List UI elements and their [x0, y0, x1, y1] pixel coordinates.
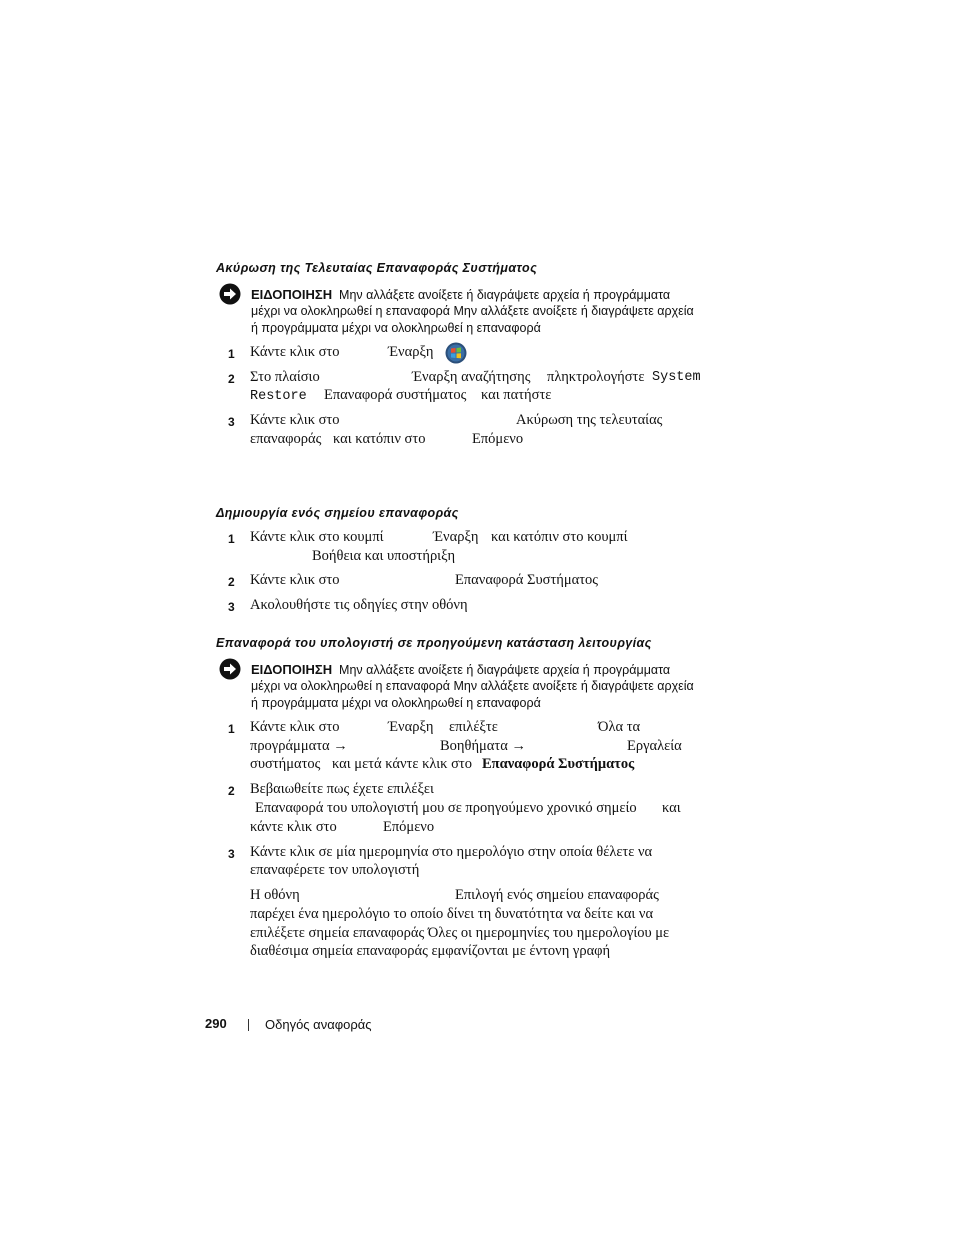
undo-restore-label: Ακύρωση της τελευταίας: [516, 412, 663, 428]
page-number: 290: [205, 1016, 227, 1031]
command-text: Restore: [250, 389, 307, 404]
footer-separator: [248, 1019, 249, 1031]
restore-option-label: Επαναφορά του υπολογιστή μου σε προηγούμενο χρονικό σημείο: [255, 800, 637, 816]
step-text: και κατόπιν στο κουμπί: [491, 529, 628, 545]
step-number: 3: [228, 415, 235, 429]
step-number: 2: [228, 575, 235, 589]
notice-line-3: ή προγράμματα μέχρι να ολοκληρωθεί η επαναφορά: [251, 696, 541, 710]
command-text: System: [652, 370, 701, 385]
step-text: και: [662, 800, 681, 816]
system-restore-label: Επαναφορά Συστήματος: [455, 572, 599, 588]
step-text: Κάντε κλικ στο: [250, 719, 340, 735]
section-heading-cancel-restore: Ακύρωση της Τελευταίας Επαναφοράς Συστήματος: [216, 261, 538, 275]
step-number: 2: [228, 784, 235, 798]
start-search-label: Έναρξη αναζήτησης: [412, 369, 531, 385]
step-number: 1: [228, 347, 235, 361]
step-text: Κάντε κλικ στο κουμπί: [250, 529, 384, 545]
step-text: πληκτρολογήστε: [547, 369, 645, 385]
notice-line-1: ΕΙΔΟΠΟΙΗΣΗ Μην αλλάξετε ανοίξετε ή διαγράψετε αρχεία ή προγράμματα: [251, 662, 671, 677]
start-label: Έναρξη: [433, 529, 479, 545]
paragraph-text: παρέχει ένα ημερολόγιο το οποίο δίνει τη δυνατότητα να δείτε και να: [250, 906, 654, 922]
step-text: Κάντε κλικ στο: [250, 412, 340, 428]
paragraph-text: επιλέξετε σημεία επαναφοράς Όλες οι ημερομηνίες του ημερολογίου με: [250, 925, 670, 941]
system-tools-label-cont: συστήματος: [250, 756, 321, 772]
system-restore-label: Επαναφορά Συστήματος: [482, 756, 635, 772]
notice-label: ΕΙΔΟΠΟΙΗΣΗ: [251, 662, 333, 677]
accessories-label: Βοηθήματα →: [440, 738, 526, 754]
paragraph-text: διαθέσιμα σημεία επαναφοράς εμφανίζονται με έντονη γραφή: [250, 943, 611, 959]
system-restore-label: Επαναφορά συστήματος: [324, 387, 467, 403]
start-label: Έναρξη: [388, 719, 434, 735]
next-label: Επόμενο: [383, 819, 435, 835]
notice-line-2: μέχρι να ολοκληρωθεί η επαναφορά Μην αλλάξετε ανοίξετε ή διαγράψετε αρχεία: [251, 304, 694, 318]
help-support-label: Βοήθεια και υποστήριξη: [312, 548, 456, 564]
notice-line-2: μέχρι να ολοκληρωθεί η επαναφορά Μην αλλάξετε ανοίξετε ή διαγράψετε αρχεία: [251, 679, 694, 693]
step-text: και κατόπιν στο: [333, 431, 426, 447]
step-number: 3: [228, 847, 235, 861]
notice-icon: [219, 283, 241, 305]
paragraph-text: Η οθόνη: [250, 887, 300, 903]
step-text: και πατήστε: [481, 387, 552, 403]
system-tools-label: Εργαλεία: [627, 738, 682, 754]
step-number: 3: [228, 600, 235, 614]
notice-line-3: ή προγράμματα μέχρι να ολοκληρωθεί η επαναφορά: [251, 321, 541, 335]
all-programs-label: Όλα τα: [598, 719, 641, 735]
windows-start-icon: [445, 342, 467, 364]
step-text: Κάντε κλικ σε μία ημερομηνία στο ημερολόγιο στην οποία θέλετε να: [250, 844, 653, 860]
notice-line-1: ΕΙΔΟΠΟΙΗΣΗ Μην αλλάξετε ανοίξετε ή διαγράψετε αρχεία ή προγράμματα: [251, 287, 671, 302]
step-text: επαναφέρετε τον υπολογιστή: [250, 862, 420, 878]
step-number: 2: [228, 372, 235, 386]
step-text: επιλέξτε: [449, 719, 498, 735]
next-label: Επόμενο: [472, 431, 524, 447]
footer-title: Οδηγός αναφοράς: [265, 1017, 372, 1032]
step-text: κάντε κλικ στο: [250, 819, 337, 835]
step-number: 1: [228, 722, 235, 736]
undo-restore-label-cont: επαναφοράς: [250, 431, 322, 447]
section-heading-restore-computer: Επαναφορά του υπολογιστή σε προηγούμενη κατάσταση λειτουργίας: [216, 636, 652, 650]
step-text: Κάντε κλικ στο: [250, 572, 340, 588]
step-text: Στο πλαίσιο: [250, 369, 320, 385]
notice-label: ΕΙΔΟΠΟΙΗΣΗ: [251, 287, 333, 302]
choose-restore-point-label: Επιλογή ενός σημείου επαναφοράς: [455, 887, 659, 903]
step-text: Βεβαιωθείτε πως έχετε επιλέξει: [250, 781, 434, 797]
step-text: Ακολουθήστε τις οδηγίες στην οθόνη: [250, 597, 468, 613]
start-label: Έναρξη: [388, 344, 434, 360]
notice-icon: [219, 658, 241, 680]
section-heading-create-restore-point: Δημιουργία ενός σημείου επαναφοράς: [216, 506, 459, 520]
step-number: 1: [228, 532, 235, 546]
all-programs-label-cont: προγράμματα →: [250, 738, 348, 754]
step-text: Κάντε κλικ στο: [250, 344, 340, 360]
step-text: και μετά κάντε κλικ στο: [332, 756, 472, 772]
